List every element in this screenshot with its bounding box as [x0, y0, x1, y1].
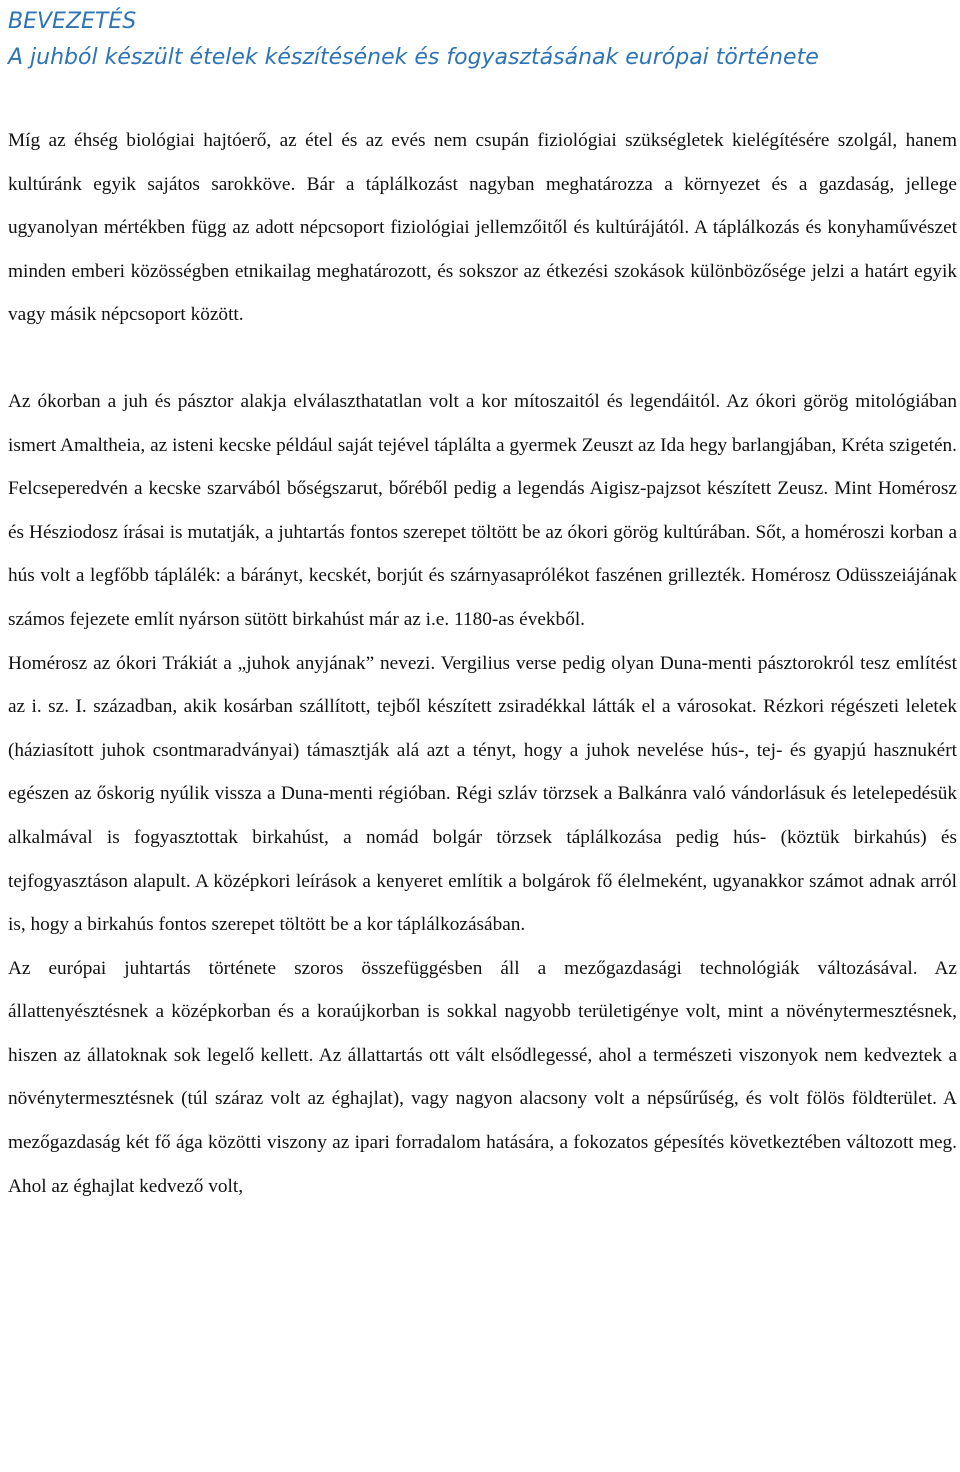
paragraph-1: Míg az éhség biológiai hajtóerő, az étel és az evés nem csupán fiziológiai szükségletek kielégítésére szolgál, hanem kultúránk egyik sajátos sarokköve. Bár a táplálkozást nagyban meghatározza a környezet és a gazdaság, jellege ugyanolyan mértékben függ az adott népcsoport fiziológiai jellemzőitől és kultúrájától. A táplálkozás és konyhaművészet minden emberi közösségben etnikailag meghatározott, és sokszor az étkezési szokások különbözősége jelzi a határt egyik vagy másik népcsoport között. [8, 130, 957, 326]
section-heading: BEVEZETÉS [8, 9, 137, 34]
paragraph-3: Homérosz az ókori Trákiát a „juhok anyjának” nevezi. Vergilius verse pedig olyan Duna-menti pásztorokról tesz említést az i. sz. I. században, akik kosárban szállított, tejből készített zsiradékkal látták el a városokat. Rézkori régészeti leletek (háziasított juhok csontmaradványai) támasztják alá azt a tényt, hogy a juhok nevelése hús-, tej- és gyapjú hasznukért egészen az őskorig nyúlik vissza a Duna-menti régióban. Régi szláv törzsek a Balkánra való vándorlásuk és letelepedésük alkalmával is fogyasztottak birkahúst, a nomád bolgár törzsek táplálkozása pedig hús- (köztük birkahús) és tejfogyasztáson alapult. A középkori leírások a kenyeret említik a bolgárok fő élelmeként, ugyanakkor számot adnak arról is, hogy a birkahús fontos szerepet töltött be a kor táplálkozásában. [8, 652, 957, 936]
paragraph-4: Az európai juhtartás története szoros összefüggésben áll a mezőgazdasági technológiák változásával. Az állattenyésztésnek a középkorban és a koraújkorban is sokkal nagyobb területigénye volt, mint a növénytermesztésnek, hiszen az állatoknak sok legelő kellett. Az állattartás ott vált elsődlegessé, ahol a természeti viszonyok nem kedveztek a növénytermesztésnek (túl száraz volt az éghajlat), vagy nagyon alacsony volt a népsűrűség, és volt fölös földterület. A mezőgazdaság két fő ága közötti viszony az ipari forradalom hatására, a fokozatos gépesítés következtében változott meg. Ahol az éghajlat kedvező volt, [8, 957, 957, 1197]
section-subheading: A juhból készült ételek készítésének és fogyasztásának európai története [8, 45, 819, 70]
paragraph-2: Az ókorban a juh és pásztor alakja elválaszthatatlan volt a kor mítoszaitól és legendáitól. Az ókori görög mitológiában ismert Amaltheia, az isteni kecske például saját tejével táplálta a gyermek Zeuszt az Ida hegy barlangjában, Kréta szigetén. Felcseperedvén a kecske szarvából bőségszarut, bőréből pedig a legendás Aigisz-pajzsot készített Zeusz. Mint Homérosz és Hésziodosz írásai is mutatják, a juhtartás fontos szerepet töltött be az ókori görög kultúrában. Sőt, a homéroszi korban a hús volt a legfőbb táplálék: a bárányt, kecskét, borjút és szárnyasaprólékot faszénen grillezték. Homérosz Odüsszeiájának számos fejezete említ nyárson sütött birkahúst már az i.e. 1180-as évekből. [8, 390, 957, 630]
